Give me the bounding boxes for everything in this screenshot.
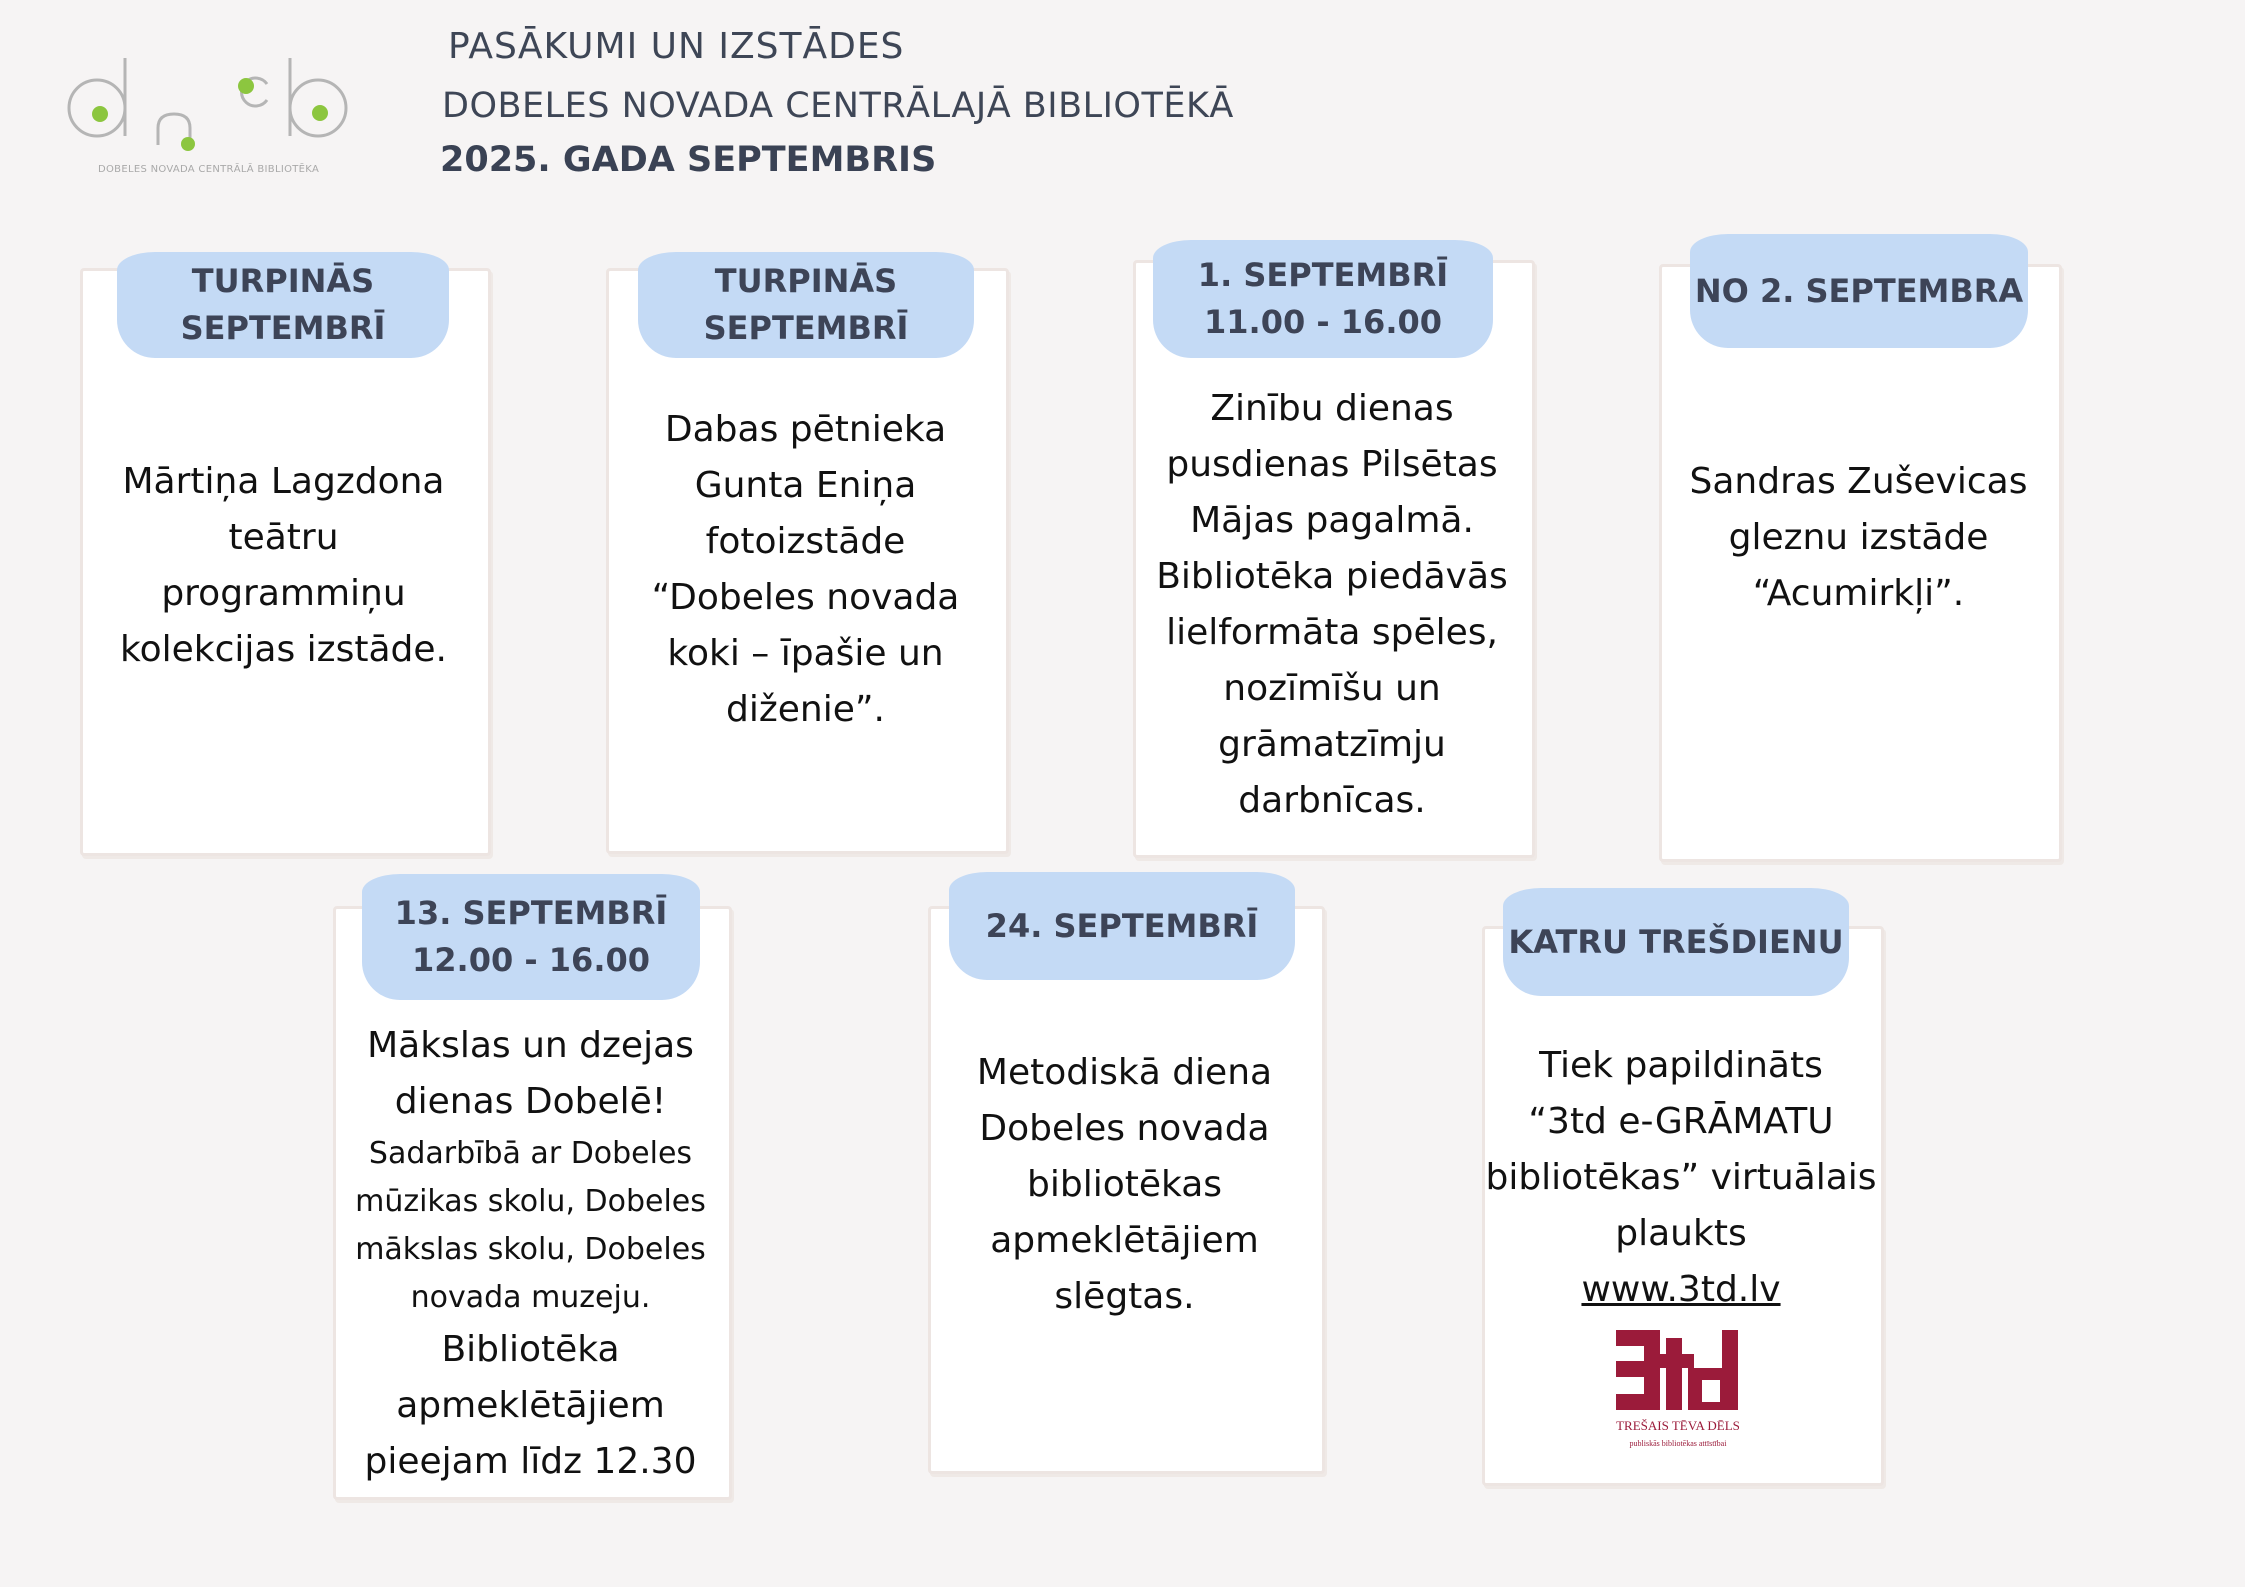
brand-logo — [1608, 1328, 1748, 1452]
event-description: Metodiskā diena Dobeles novada bibliotēkas apmeklētājiem slēgtas. — [976, 1052, 1273, 1317]
svg-text:TREŠAIS TĒVA DĒLS: TREŠAIS TĒVA DĒLS — [1616, 1418, 1740, 1433]
event-description: Mākslas un dzejas dienas Dobelē! Sadarbībā ar Dobeles mūzikas skolu, Dobeles mākslas skolu, Dobeles novada muzeju. Bibliotēka apmeklētājiem pieejam līdz 12.30 — [355, 1025, 706, 1482]
event-description: Zinību dienas pusdienas Pilsētas Mājas pagalmā. Bibliotēka piedāvās lielformāta spēles, nozīmīšu un grāmatzīmju darbnīcas. — [1156, 388, 1508, 821]
logo-caption: DOBELES NOVADA CENTRĀLĀ BIBLIOTĒKA — [98, 164, 320, 175]
header-title: PASĀKUMI UN IZSTĀDES — [448, 26, 905, 67]
svg-text:publiskās bibliotēkas attīstīb: publiskās bibliotēkas attīstībai — [1629, 1439, 1727, 1448]
event-date-badge: TURPINĀS SEPTEMBRĪ — [117, 252, 449, 358]
event-date-badge: 13. SEPTEMBRĪ 12.00 - 16.00 — [362, 874, 700, 1000]
event-description: Dabas pētnieka Gunta Eniņa fotoizstāde “Dobeles novada koki – īpašie un diženie”. — [651, 409, 960, 730]
header-subtitle: DOBELES NOVADA CENTRĀLAJĀ BIBLIOTĒKĀ — [442, 86, 1234, 126]
library-logo — [62, 50, 362, 180]
website-link[interactable]: www.3td.lv — [1581, 1269, 1781, 1310]
event-date-badge: 1. SEPTEMBRĪ 11.00 - 16.00 — [1153, 240, 1493, 358]
event-date-badge: KATRU TREŠDIENU — [1503, 888, 1849, 996]
event-date-badge: 24. SEPTEMBRĪ — [949, 872, 1295, 980]
event-date-badge: NO 2. SEPTEMBRA — [1690, 234, 2028, 348]
event-date-badge: TURPINĀS SEPTEMBRĪ — [638, 252, 974, 358]
event-description: Mārtiņa Lagzdona teātru programmiņu kolekcijas izstāde. — [120, 461, 447, 670]
event-description: Sandras Zuševicas gleznu izstāde “Acumirkļi”. — [1689, 461, 2028, 614]
header-month: 2025. GADA SEPTEMBRIS — [440, 140, 937, 180]
event-description: Tiek papildināts “3td e-GRĀMATU bibliotēkas” virtuālais plaukts www.3td.lv — [1484, 1038, 1878, 1318]
